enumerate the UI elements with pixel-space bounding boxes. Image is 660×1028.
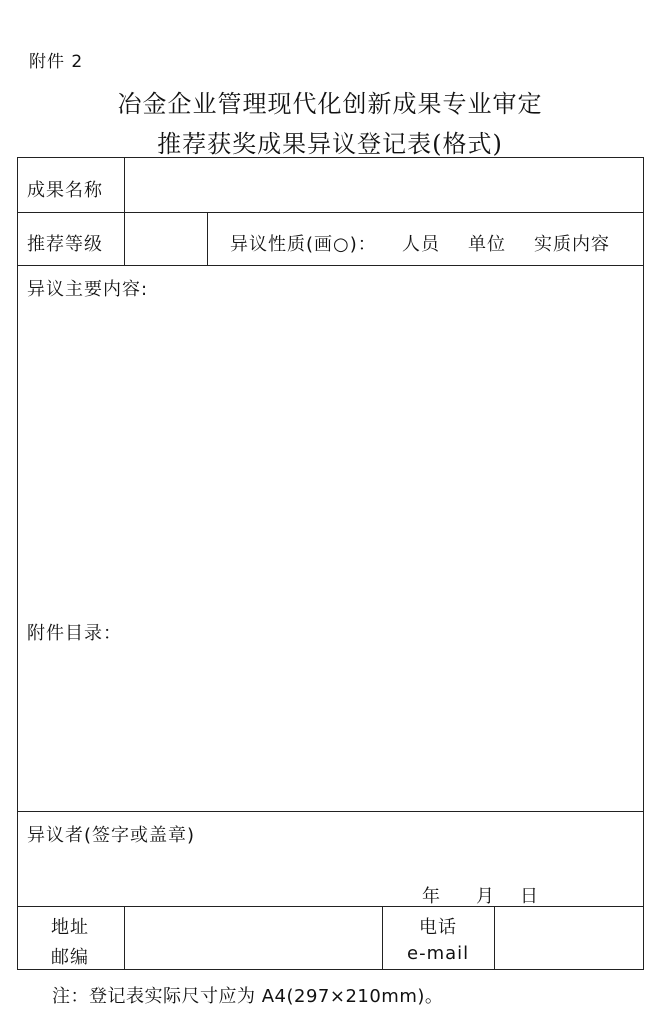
email-label: e-mail bbox=[407, 943, 470, 964]
achievement-name-label: 成果名称 bbox=[27, 180, 103, 201]
recommend-level-field[interactable] bbox=[126, 214, 206, 264]
row-divider-2 bbox=[18, 265, 643, 266]
phone-label: 电话 bbox=[419, 917, 457, 938]
objector-signature-field[interactable] bbox=[19, 848, 642, 903]
col-divider-contact-2 bbox=[382, 906, 383, 969]
col-divider-contact-3 bbox=[494, 906, 495, 969]
phone-email-field[interactable] bbox=[496, 908, 642, 968]
row-divider-4 bbox=[18, 906, 643, 907]
objection-form-table bbox=[17, 157, 644, 970]
col-divider-level bbox=[207, 212, 208, 265]
date-day-label: 日 bbox=[520, 886, 539, 907]
main-content-field[interactable] bbox=[19, 298, 642, 598]
achievement-name-field[interactable] bbox=[126, 159, 642, 211]
attachment-label: 附件 2 bbox=[29, 52, 84, 72]
recommend-level-label: 推荐等级 bbox=[27, 234, 103, 255]
row-divider-3 bbox=[18, 811, 643, 812]
date-year-label: 年 bbox=[422, 886, 441, 907]
main-content-label: 异议主要内容: bbox=[27, 279, 149, 300]
form-title-line-1: 冶金企业管理现代化创新成果专业审定 bbox=[117, 90, 543, 118]
objection-nature-label: 异议性质(画○)： bbox=[230, 234, 377, 255]
form-title-line-2: 推荐获奖成果异议登记表(格式) bbox=[157, 130, 503, 158]
postcode-label: 邮编 bbox=[51, 947, 89, 968]
objection-option-unit[interactable]: 单位 bbox=[468, 234, 506, 255]
row-divider-1 bbox=[18, 212, 643, 213]
col-divider-label bbox=[124, 158, 125, 265]
col-divider-contact-1 bbox=[124, 906, 125, 969]
objection-option-substance[interactable]: 实质内容 bbox=[534, 234, 610, 255]
address-label: 地址 bbox=[51, 917, 89, 938]
objection-option-personnel[interactable]: 人员 bbox=[402, 234, 440, 255]
date-month-label: 月 bbox=[476, 886, 495, 907]
address-postcode-field[interactable] bbox=[126, 908, 381, 968]
footer-note: 注：登记表实际尺寸应为 A4(297×210mm)。 bbox=[52, 986, 444, 1007]
attachments-label: 附件目录： bbox=[27, 623, 122, 644]
attachments-field[interactable] bbox=[19, 648, 642, 808]
objector-label: 异议者(签字或盖章) bbox=[27, 825, 196, 846]
